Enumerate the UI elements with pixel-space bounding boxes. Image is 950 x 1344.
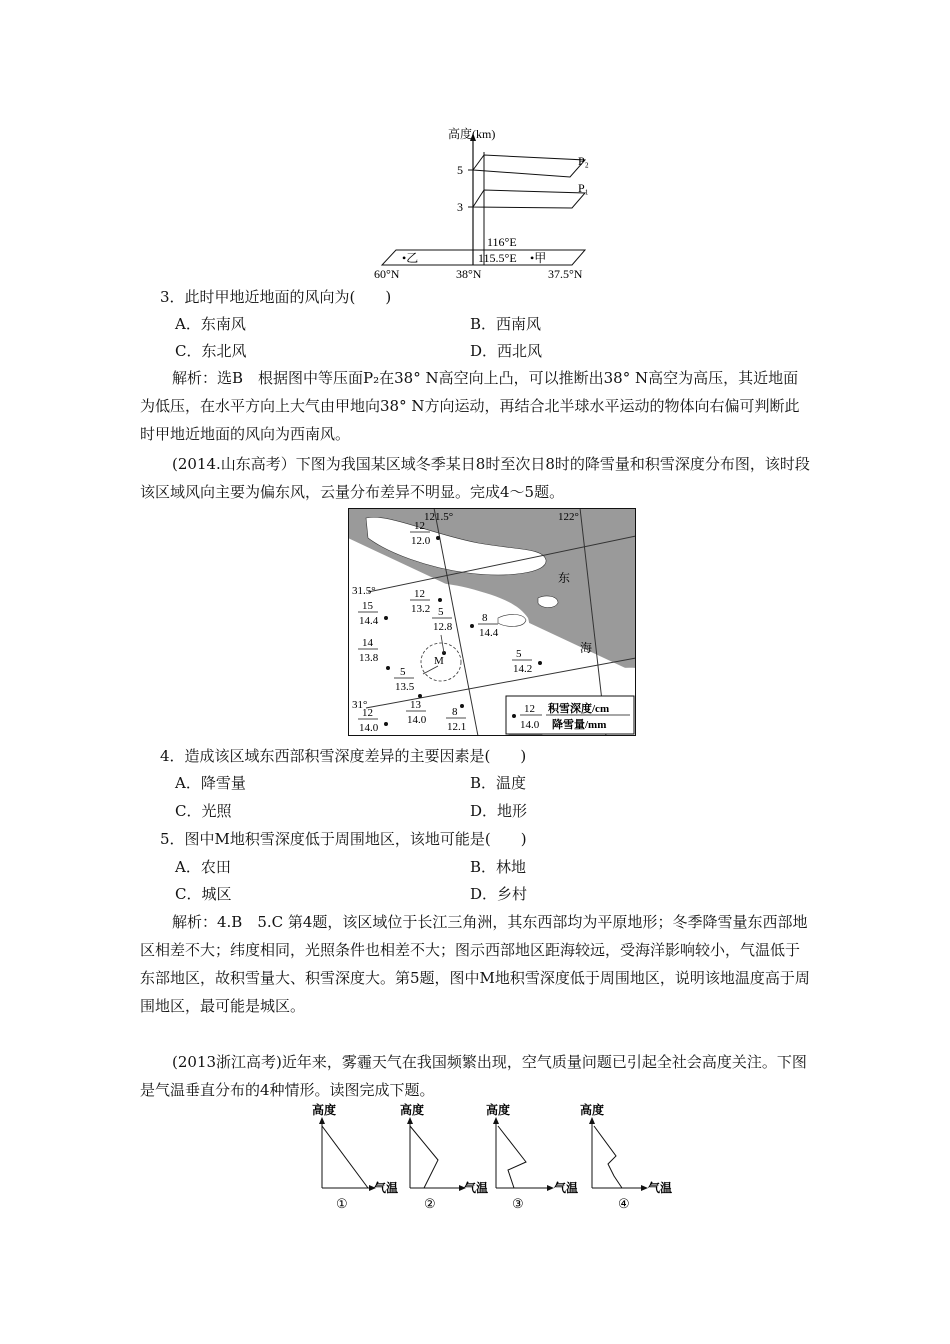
svg-text:12.1: 12.1 bbox=[447, 721, 467, 733]
lat-31: 31° bbox=[352, 699, 368, 711]
point-m: M bbox=[434, 655, 444, 667]
svg-text:8: 8 bbox=[482, 612, 488, 624]
svg-text:气温: 气温 bbox=[374, 1181, 399, 1195]
lon-122: 122° bbox=[558, 511, 579, 523]
q4-option-c: C．光照 bbox=[175, 802, 232, 820]
label-p1: P₁ bbox=[578, 181, 589, 195]
intro-q4-5: (2014.山东高考）下图为我国某区域冬季某日8时至次日8时的降雪量和积雪深度分布图，该时段该区域风向主要为偏东风，云量分布差异不明显。完成4～5题。 bbox=[140, 455, 810, 501]
svg-text:积雪深度/cm: 积雪深度/cm bbox=[548, 703, 610, 715]
label-p2: P₂ bbox=[578, 154, 589, 168]
svg-text:13: 13 bbox=[410, 699, 421, 711]
lat-315: 31.5° bbox=[352, 585, 376, 597]
q3-option-d: D．西北风 bbox=[470, 342, 543, 360]
analysis-q3: 解析：选B 根据图中等压面P₂在38° N高空向上凸，可以推断出38° N高空为高压，其近地面为低压，在水平方向上大气由甲地向38° N方向运动，再结合北半球水平运动的物体向右偏可判断此时甲地近地面的风向为西南风。 bbox=[140, 369, 800, 443]
q3-stem: 3．此时甲地近地面的风向为( ) bbox=[160, 288, 392, 306]
label-116e: 116°E bbox=[487, 235, 517, 249]
svg-text:12.0: 12.0 bbox=[411, 535, 431, 547]
tick-3: 3 bbox=[457, 200, 463, 214]
label-60n: 60°N bbox=[374, 267, 400, 281]
q3-option-b: B．西南风 bbox=[470, 315, 542, 333]
q4-option-d: D．地形 bbox=[470, 802, 528, 820]
svg-text:12: 12 bbox=[524, 703, 535, 715]
analysis-q4-5: 解析：4.B 5.C 第4题，该区域位于长江三角洲，其东西部均为平原地形；冬季降雪量东西部地区相差不大；纬度相同，光照条件也相差不大；图示西部地区距海较远，受海洋影响较小，气温低于东部地区，故积雪量大、积雪深度大。第5题，图中M地积雪深度低于周围地区，说明该地温度高于周围地区，最可能是城区。 bbox=[140, 913, 810, 1015]
panel-4 bbox=[580, 1102, 672, 1211]
svg-text:高度: 高度 bbox=[580, 1103, 605, 1117]
svg-text:高度: 高度 bbox=[400, 1103, 425, 1117]
svg-text:5: 5 bbox=[400, 666, 406, 678]
label-375n: 37.5°N bbox=[548, 267, 583, 281]
svg-text:13.2: 13.2 bbox=[411, 603, 431, 615]
q4-option-a: A．降雪量 bbox=[175, 774, 246, 792]
svg-text:高度: 高度 bbox=[312, 1103, 337, 1117]
panel-3 bbox=[486, 1102, 578, 1211]
tick-5: 5 bbox=[457, 163, 463, 177]
place-yi: •乙 bbox=[402, 251, 419, 265]
svg-text:14.0: 14.0 bbox=[520, 719, 540, 731]
y-axis-label: 高度(km) bbox=[448, 127, 496, 141]
svg-text:12: 12 bbox=[362, 707, 373, 719]
svg-text:气温: 气温 bbox=[554, 1181, 579, 1195]
q5-option-c: C．城区 bbox=[175, 885, 232, 903]
svg-text:12: 12 bbox=[414, 588, 425, 600]
q5-stem: 5．图中M地积雪深度低于周围地区，该地可能是( ) bbox=[160, 830, 527, 848]
svg-text:④: ④ bbox=[618, 1196, 630, 1211]
svg-text:5: 5 bbox=[438, 606, 444, 618]
svg-text:13.5: 13.5 bbox=[395, 681, 415, 693]
snow-map-figure bbox=[348, 508, 636, 736]
lon-1215: 121.5° bbox=[424, 511, 454, 523]
svg-text:5: 5 bbox=[516, 648, 522, 660]
label-38n: 38°N bbox=[456, 267, 482, 281]
svg-text:14.4: 14.4 bbox=[479, 627, 499, 639]
q3-option-a: A．东南风 bbox=[175, 315, 246, 333]
q5-option-a: A．农田 bbox=[175, 858, 231, 876]
q4-option-b: B．温度 bbox=[470, 774, 527, 792]
q5-option-d: D．乡村 bbox=[470, 885, 528, 903]
svg-text:14.0: 14.0 bbox=[407, 714, 427, 726]
svg-text:8: 8 bbox=[452, 706, 458, 718]
svg-text:14.4: 14.4 bbox=[359, 615, 379, 627]
svg-text:12: 12 bbox=[414, 520, 425, 532]
svg-text:气温: 气温 bbox=[464, 1181, 489, 1195]
svg-text:降雪量/mm: 降雪量/mm bbox=[552, 719, 607, 731]
svg-text:14.0: 14.0 bbox=[359, 722, 379, 734]
q5-option-b: B．林地 bbox=[470, 858, 527, 876]
q4-stem: 4．造成该区域东西部积雪深度差异的主要因素是( ) bbox=[160, 747, 527, 765]
svg-text:14: 14 bbox=[362, 637, 373, 649]
pressure-surface-figure bbox=[360, 120, 610, 285]
svg-text:①: ① bbox=[336, 1196, 348, 1211]
svg-text:13.8: 13.8 bbox=[359, 652, 379, 664]
intro-question-3: (2013浙江高考)近年来，雾霾天气在我国频繁出现，空气质量问题已引起全社会高度关注。下图是气温垂直分布的4种情形。读图完成下题。 bbox=[140, 1053, 807, 1099]
sea-label-hai: 海 bbox=[580, 641, 593, 655]
svg-text:②: ② bbox=[424, 1196, 436, 1211]
q3-option-c: C．东北风 bbox=[175, 342, 247, 360]
svg-text:15: 15 bbox=[362, 600, 373, 612]
svg-text:高度: 高度 bbox=[486, 1103, 511, 1117]
panel-2 bbox=[400, 1102, 488, 1211]
svg-text:12.8: 12.8 bbox=[433, 621, 453, 633]
place-jia: •甲 bbox=[530, 251, 547, 265]
svg-text:③: ③ bbox=[512, 1196, 524, 1211]
sea-label-dong: 东 bbox=[558, 571, 571, 585]
map-legend bbox=[506, 696, 634, 734]
svg-text:气温: 气温 bbox=[648, 1181, 673, 1195]
svg-text:14.2: 14.2 bbox=[513, 663, 533, 675]
label-1155e: 115.5°E bbox=[478, 251, 517, 265]
panel-1 bbox=[312, 1102, 398, 1211]
temperature-profile-figure bbox=[300, 1100, 690, 1212]
